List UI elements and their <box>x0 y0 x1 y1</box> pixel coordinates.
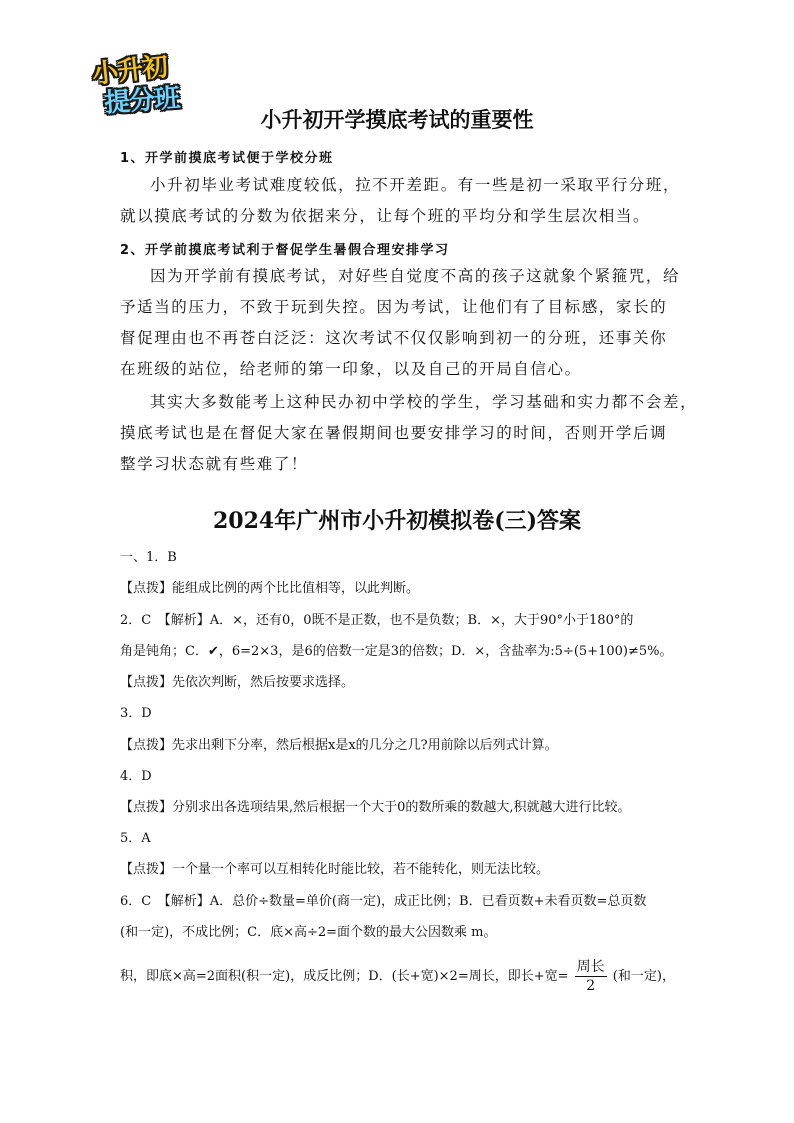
section1-heading: 1、开学前摸底考试便于学校分班 <box>120 151 334 166</box>
section2-paragraph-2 <box>120 387 698 480</box>
answer-line: 6．C 【解析】A．总价÷数量=单价(商一定)，成正比例；B．已看页数+未看页数=总页数 <box>120 894 647 909</box>
text-line: 小升初毕业考试难度较低，拉不开差距。有一些是初一采取平行分班， <box>150 176 681 194</box>
section1-paragraph <box>120 170 681 232</box>
answer-line: 3．D <box>120 706 152 721</box>
text-line: 予适当的压力，不致于玩到失控。因为考试，让他们有了目标感，家长的 <box>120 298 668 316</box>
answer-line: 一、1．B <box>120 550 177 565</box>
logo-text-top: 小升初 <box>90 52 169 90</box>
answer-hint: 【点拨】能组成比例的两个比比值相等，以此判断。 <box>120 581 420 596</box>
answer-line: 2．C 【解析】A．×，还有0，0既不是正数，也不是负数；B．×，大于90°小于180°的 <box>120 613 634 628</box>
fraction <box>575 958 607 995</box>
text-line: 就以摸底考试的分数为依据来分，让每个班的平均分和学生层次相当。 <box>120 207 651 225</box>
text-line: 在班级的站位，给老师的第一印象，以及自己的开局自信心。 <box>120 360 582 378</box>
text-line: 整学习状态就有些难了！ <box>120 455 309 473</box>
answer-line: 角是钝角；C．✔，6=2×3，是6的倍数一定是3的倍数；D．×，含盐率为:5÷(5+100)≠5%。 <box>120 644 673 659</box>
intro-title: 小升初开学摸底考试的重要性 <box>260 108 534 132</box>
answers-title: 2024年广州市小升初模拟卷(三)答案 <box>212 508 582 534</box>
fraction-denominator: 2 <box>586 978 596 994</box>
text-after-fraction: (和一定)， <box>612 969 675 984</box>
fraction-numerator: 周长 <box>576 959 605 975</box>
answer-line: (和一定)，不成比例；C．底×高÷2=面个数的最大公因数乘 m。 <box>120 925 497 940</box>
answer-hint: 【点拨】一个量一个率可以互相转化时能比较，若不能转化，则无法比较。 <box>120 862 550 877</box>
text-line: 摸底考试也是在督促大家在暑假期间也要安排学习的时间，否则开学后调 <box>120 424 668 442</box>
answer-hint: 【点拨】先求出剩下分率，然后根据x是x的几分之几?用前除以后列式计算。 <box>120 738 558 753</box>
answer-line: 5．A <box>120 831 151 846</box>
answer-line-with-fraction <box>120 958 675 995</box>
section2-heading: 2、开学前摸底考试利于督促学生暑假合理安排学习 <box>120 243 450 258</box>
answer-hint: 【点拨】先依次判断，然后按要求选择。 <box>120 675 355 690</box>
answer-line: 4．D <box>120 769 152 784</box>
text-line: 督促理由也不再苍白泛泛：这次考试不仅仅影响到初一的分班，还事关你 <box>120 329 668 347</box>
text-line: 其实大多数能考上这种民办初中学校的学生，学习基础和实力都不会差， <box>150 393 698 411</box>
logo-text-bottom: 提分班 <box>103 83 181 119</box>
section2-paragraph-1 <box>120 261 681 385</box>
answer-hint: 【点拨】分别求出各选项结果,然后根据一个大于0的数所乘的数越大,积就越大进行比较。 <box>120 800 631 815</box>
text-before-fraction: 积，即底×高=2面积(积一定)，成反比例；D．(长+宽)×2=周长，即长+宽= <box>120 969 569 984</box>
text-line: 因为开学前有摸底考试，对好些自觉度不高的孩子这就象个紧箍咒，给 <box>150 267 681 285</box>
